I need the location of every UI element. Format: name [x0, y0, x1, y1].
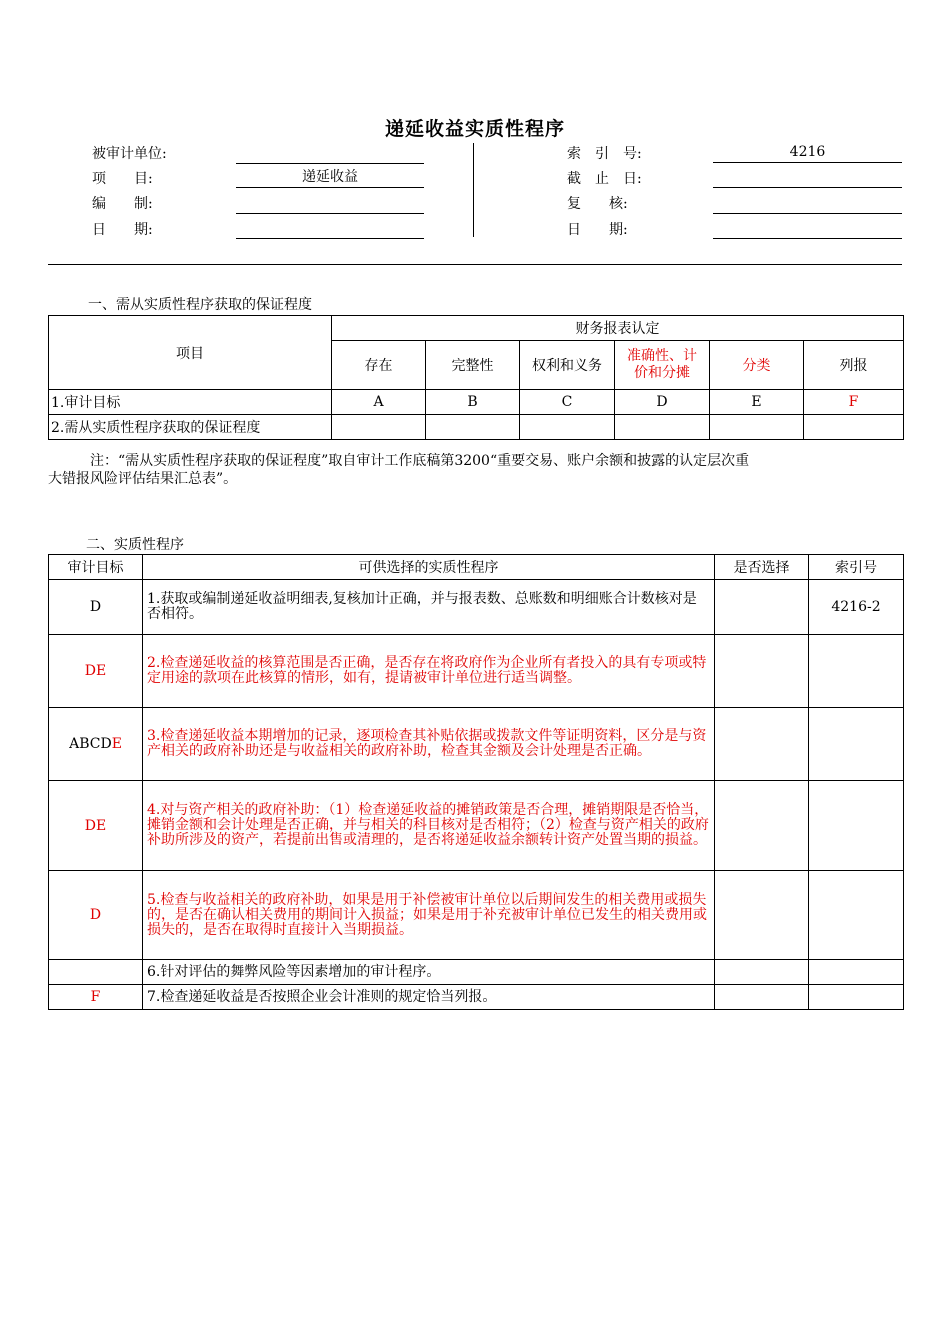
row-selected[interactable]: [715, 708, 809, 781]
assertion-group-header: 财务报表认定: [332, 316, 904, 341]
row-selected[interactable]: [715, 960, 809, 985]
table-row: [49, 635, 904, 708]
row-selected[interactable]: [715, 580, 809, 635]
header-objective: 审计目标: [49, 555, 143, 580]
row-index: [809, 781, 904, 871]
assertion-presentation: 列报: [804, 341, 904, 390]
procedures-table: [48, 554, 904, 1010]
row-selected[interactable]: [715, 635, 809, 708]
auditee-field[interactable]: [236, 143, 424, 164]
assurance-table: [48, 315, 904, 440]
item-label: 项 目:: [92, 171, 153, 187]
review-date-field[interactable]: [713, 218, 902, 239]
row-selected[interactable]: [715, 985, 809, 1010]
assurance-cell[interactable]: [615, 415, 710, 440]
assertion-existence: 存在: [332, 341, 426, 390]
row-procedure: 3.检查递延收益本期增加的记录，逐项检查其补贴依据或拨款文件等证明资料，区分是与资产相关的政府补助还是与收益相关的政府补助，检查其金额及会计处理是否正确。: [143, 708, 715, 781]
item-header: 项目: [49, 316, 332, 390]
row-audit-objective-label: 1.审计目标: [49, 390, 332, 415]
objective-prefix: ABCD: [69, 736, 112, 752]
auditee-label: 被审计单位:: [92, 146, 167, 162]
assertion-accuracy: 准确性、计价和分摊: [615, 341, 710, 390]
assurance-cell[interactable]: [710, 415, 804, 440]
row-index: [809, 985, 904, 1010]
section2-heading: 二、实质性程序: [86, 537, 184, 553]
objective-e: E: [710, 390, 804, 415]
row-index: 4216-2: [809, 580, 904, 635]
row-index: [809, 871, 904, 960]
row-objective: F: [49, 985, 143, 1010]
row-objective: [49, 960, 143, 985]
objective-c: C: [520, 390, 615, 415]
review-date-label: 日 期:: [567, 222, 628, 238]
row-procedure: 1.获取或编制递延收益明细表,复核加计正确，并与报表数、总账数和明细账合计数核对是否相符。: [143, 580, 715, 635]
index-no-label: 索 引 号:: [567, 146, 642, 162]
prepare-date-label: 日 期:: [92, 222, 153, 238]
reviewer-field[interactable]: [713, 193, 902, 214]
row-objective: DE: [49, 781, 143, 871]
objective-f: F: [804, 390, 904, 415]
row-procedure: 4.对与资产相关的政府补助：（1）检查递延收益的摊销政策是否合理，摊销期限是否恰当，摊销金额和会计处理是否正确，并与相关的科目核对是否相符；（2）检查与资产相关的政府补助所涉及的资产，若提前出售或清理的，是否将递延收益余额转计资产处置当期的损益。: [143, 781, 715, 871]
header-divider: [473, 143, 474, 237]
row-index: [809, 960, 904, 985]
table-row: [49, 960, 904, 985]
row-index: [809, 635, 904, 708]
assertion-completeness: 完整性: [426, 341, 520, 390]
assurance-cell[interactable]: [804, 415, 904, 440]
row-objective: DE: [49, 635, 143, 708]
header-index: 索引号: [809, 555, 904, 580]
objective-suffix: E: [111, 736, 122, 752]
assertion-classification: 分类: [710, 341, 804, 390]
header-selected: 是否选择: [715, 555, 809, 580]
reviewer-label: 复 核:: [567, 196, 628, 212]
table-row: [49, 871, 904, 960]
prepare-date-field[interactable]: [236, 218, 424, 239]
assurance-cell[interactable]: [520, 415, 615, 440]
row-selected[interactable]: [715, 781, 809, 871]
table-row: [49, 708, 904, 781]
preparer-label: 编 制:: [92, 196, 153, 212]
objective-b: B: [426, 390, 520, 415]
cutoff-date-label: 截 止 日:: [567, 171, 642, 187]
objective-d: D: [615, 390, 710, 415]
note-line-2: 大错报风险评估结果汇总表”。: [48, 471, 238, 487]
row-selected[interactable]: [715, 871, 809, 960]
assurance-cell[interactable]: [332, 415, 426, 440]
table-row: [49, 580, 904, 635]
assertion-rights: 权利和义务: [520, 341, 615, 390]
row-procedure: 6.针对评估的舞弊风险等因素增加的审计程序。: [143, 960, 715, 985]
row-objective: [49, 708, 143, 781]
row-assurance-label: 2.需从实质性程序获取的保证程度: [49, 415, 332, 440]
objective-a: A: [332, 390, 426, 415]
header-rule: [48, 264, 902, 265]
header-procedure: 可供选择的实质性程序: [143, 555, 715, 580]
table-row: [49, 985, 904, 1010]
preparer-field[interactable]: [236, 193, 424, 214]
index-no-field[interactable]: 4216: [713, 142, 902, 163]
row-procedure: 7.检查递延收益是否按照企业会计准则的规定恰当列报。: [143, 985, 715, 1010]
item-field[interactable]: 递延收益: [236, 167, 424, 188]
cutoff-date-field[interactable]: [713, 167, 902, 188]
assurance-cell[interactable]: [426, 415, 520, 440]
row-procedure: 2.检查递延收益的核算范围是否正确，是否存在将政府作为企业所有者投入的具有专项或特定用途的款项在此核算的情形，如有，提请被审计单位进行适当调整。: [143, 635, 715, 708]
table-row: [49, 781, 904, 871]
row-objective: D: [49, 580, 143, 635]
note-line-1: 注：“需从实质性程序获取的保证程度”取自审计工作底稿第3200“重要交易、账户余额和披露的认定层次重: [90, 453, 750, 469]
section1-heading: 一、需从实质性程序获取的保证程度: [88, 297, 312, 313]
row-procedure: 5.检查与收益相关的政府补助，如果是用于补偿被审计单位以后期间发生的相关费用或损失的，是否在确认相关费用的期间计入损益；如果是用于补充被审计单位已发生的相关费用或损失的，是否在取得时直接计入当期损益。: [143, 871, 715, 960]
row-index: [809, 708, 904, 781]
row-objective: D: [49, 871, 143, 960]
page-title: 递延收益实质性程序: [384, 118, 565, 140]
